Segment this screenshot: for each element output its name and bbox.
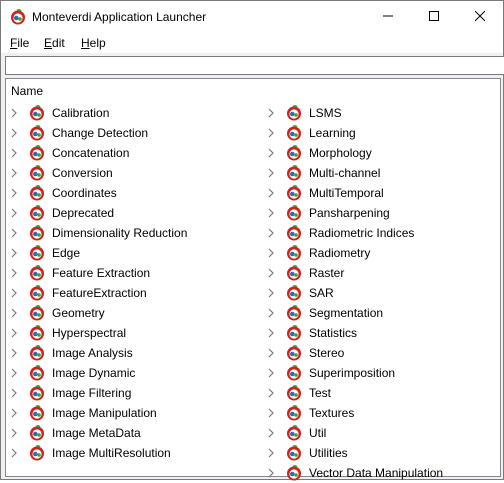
chevron-right-icon[interactable] bbox=[9, 268, 19, 278]
chevron-right-icon[interactable] bbox=[9, 128, 19, 138]
close-icon bbox=[475, 11, 485, 21]
monteverdi-logo-icon bbox=[29, 225, 45, 241]
monteverdi-logo-icon bbox=[29, 425, 45, 441]
chevron-right-icon[interactable] bbox=[9, 168, 19, 178]
chevron-right-icon[interactable] bbox=[266, 248, 276, 258]
tree-item-label: Coordinates bbox=[52, 186, 117, 200]
tree-item-label: Feature Extraction bbox=[52, 266, 151, 280]
chevron-right-icon[interactable] bbox=[9, 208, 19, 218]
tree-item-label: Calibration bbox=[52, 106, 110, 120]
monteverdi-logo-icon bbox=[10, 9, 26, 25]
monteverdi-logo-icon bbox=[29, 145, 45, 161]
monteverdi-logo-icon bbox=[29, 245, 45, 261]
monteverdi-logo-icon bbox=[286, 405, 302, 421]
chevron-right-icon[interactable] bbox=[266, 388, 276, 398]
chevron-right-icon[interactable] bbox=[266, 348, 276, 358]
tree-item-label: Deprecated bbox=[52, 206, 115, 220]
tree-item-label: Radiometry bbox=[309, 246, 371, 260]
monteverdi-logo-icon bbox=[29, 265, 45, 281]
tree-item-label: SAR bbox=[309, 286, 334, 300]
tree-item-label: LSMS bbox=[309, 106, 342, 120]
monteverdi-logo-icon bbox=[286, 345, 302, 361]
tree-item-label: Image Analysis bbox=[52, 346, 133, 360]
chevron-right-icon[interactable] bbox=[9, 388, 19, 398]
maximize-button[interactable] bbox=[411, 1, 457, 32]
chevron-right-icon[interactable] bbox=[266, 448, 276, 458]
monteverdi-logo-icon bbox=[286, 365, 302, 381]
tree-item-label: Image Filtering bbox=[52, 386, 132, 400]
monteverdi-logo-icon bbox=[286, 445, 302, 461]
monteverdi-logo-icon bbox=[29, 445, 45, 461]
chevron-right-icon[interactable] bbox=[9, 188, 19, 198]
chevron-right-icon[interactable] bbox=[266, 308, 276, 318]
tree-item-label: Learning bbox=[309, 126, 356, 140]
tree-item-label: Multi-channel bbox=[309, 166, 381, 180]
chevron-right-icon[interactable] bbox=[266, 328, 276, 338]
tree-item-label: Segmentation bbox=[309, 306, 384, 320]
monteverdi-logo-icon bbox=[286, 165, 302, 181]
chevron-right-icon[interactable] bbox=[266, 228, 276, 238]
tree-item-label: Raster bbox=[309, 266, 345, 280]
search-input[interactable] bbox=[5, 56, 504, 75]
chevron-right-icon[interactable] bbox=[266, 288, 276, 298]
monteverdi-logo-icon bbox=[29, 165, 45, 181]
monteverdi-logo-icon bbox=[286, 125, 302, 141]
menu-bar bbox=[1, 32, 503, 53]
chevron-right-icon[interactable] bbox=[9, 248, 19, 258]
tree-item-label: Image Manipulation bbox=[52, 406, 157, 420]
tree-item-label: Edge bbox=[52, 246, 81, 260]
monteverdi-logo-icon bbox=[29, 385, 45, 401]
chevron-right-icon[interactable] bbox=[9, 108, 19, 118]
chevron-right-icon[interactable] bbox=[266, 188, 276, 198]
tree-item-label: Conversion bbox=[52, 166, 113, 180]
menu-edit[interactable]: Edit bbox=[44, 36, 65, 50]
monteverdi-logo-icon bbox=[29, 285, 45, 301]
tree-item-label: Radiometric Indices bbox=[309, 226, 415, 240]
tree-item-label: FeatureExtraction bbox=[52, 286, 147, 300]
tree-item-label: Morphology bbox=[309, 146, 372, 160]
chevron-right-icon[interactable] bbox=[9, 448, 19, 458]
window-title: Monteverdi Application Launcher bbox=[32, 10, 207, 24]
tree-item-label: Dimensionality Reduction bbox=[52, 226, 188, 240]
monteverdi-logo-icon bbox=[286, 305, 302, 321]
monteverdi-logo-icon bbox=[29, 345, 45, 361]
monteverdi-logo-icon bbox=[29, 105, 45, 121]
chevron-right-icon[interactable] bbox=[9, 408, 19, 418]
tree-item-label: Pansharpening bbox=[309, 206, 390, 220]
tree-item-label: Concatenation bbox=[52, 146, 130, 160]
tree-item-label: Geometry bbox=[52, 306, 105, 320]
monteverdi-logo-icon bbox=[29, 185, 45, 201]
monteverdi-logo-icon bbox=[29, 325, 45, 341]
monteverdi-logo-icon bbox=[29, 305, 45, 321]
tree-item-label: Hyperspectral bbox=[52, 326, 127, 340]
chevron-right-icon[interactable] bbox=[9, 368, 19, 378]
chevron-right-icon[interactable] bbox=[9, 228, 19, 238]
chevron-right-icon[interactable] bbox=[266, 468, 276, 478]
monteverdi-logo-icon bbox=[286, 465, 302, 481]
monteverdi-logo-icon bbox=[286, 105, 302, 121]
monteverdi-logo-icon bbox=[286, 145, 302, 161]
chevron-right-icon[interactable] bbox=[266, 428, 276, 438]
chevron-right-icon[interactable] bbox=[266, 408, 276, 418]
chevron-right-icon[interactable] bbox=[266, 208, 276, 218]
monteverdi-logo-icon bbox=[29, 125, 45, 141]
tree-item-label: Test bbox=[309, 386, 332, 400]
application-tree[interactable] bbox=[5, 78, 501, 480]
tree-item-label: Image Dynamic bbox=[52, 366, 136, 380]
column-header-name[interactable]: Name bbox=[11, 84, 44, 98]
tree-item-label: MultiTemporal bbox=[309, 186, 384, 200]
close-button[interactable] bbox=[457, 1, 503, 32]
menu-help[interactable]: Help bbox=[81, 36, 106, 50]
chevron-right-icon[interactable] bbox=[266, 148, 276, 158]
chevron-right-icon[interactable] bbox=[266, 268, 276, 278]
chevron-right-icon[interactable] bbox=[9, 428, 19, 438]
chevron-right-icon[interactable] bbox=[9, 348, 19, 358]
monteverdi-logo-icon bbox=[286, 185, 302, 201]
chevron-right-icon[interactable] bbox=[266, 168, 276, 178]
tree-item-label: Utilities bbox=[309, 446, 348, 460]
tree-item-label: Change Detection bbox=[52, 126, 149, 140]
chevron-right-icon[interactable] bbox=[9, 328, 19, 338]
tree-item-label: Vector Data Manipulation bbox=[309, 466, 444, 480]
monteverdi-logo-icon bbox=[286, 205, 302, 221]
title-bar[interactable] bbox=[1, 1, 503, 32]
chevron-right-icon[interactable] bbox=[9, 308, 19, 318]
tree-item-label: Stereo bbox=[309, 346, 345, 360]
chevron-right-icon[interactable] bbox=[9, 148, 19, 158]
minimize-icon bbox=[383, 11, 393, 21]
monteverdi-logo-icon bbox=[286, 225, 302, 241]
chevron-right-icon[interactable] bbox=[9, 288, 19, 298]
monteverdi-logo-icon bbox=[29, 405, 45, 421]
monteverdi-logo-icon bbox=[286, 285, 302, 301]
tree-item-label: Image MultiResolution bbox=[52, 446, 171, 460]
monteverdi-logo-icon bbox=[29, 365, 45, 381]
monteverdi-logo-icon bbox=[286, 325, 302, 341]
monteverdi-logo-icon bbox=[29, 205, 45, 221]
monteverdi-logo-icon bbox=[286, 385, 302, 401]
tree-item-label: Image MetaData bbox=[52, 426, 141, 440]
minimize-button[interactable] bbox=[365, 1, 411, 32]
tree-item-label: Statistics bbox=[309, 326, 358, 340]
chevron-right-icon[interactable] bbox=[266, 128, 276, 138]
monteverdi-logo-icon bbox=[286, 265, 302, 281]
menu-file[interactable]: File bbox=[10, 36, 30, 50]
chevron-right-icon[interactable] bbox=[266, 108, 276, 118]
monteverdi-logo-icon bbox=[286, 245, 302, 261]
maximize-icon bbox=[429, 11, 439, 21]
chevron-right-icon[interactable] bbox=[266, 368, 276, 378]
tree-item-label: Superimposition bbox=[309, 366, 396, 380]
tree-item-label: Textures bbox=[309, 406, 355, 420]
tree-item-label: Util bbox=[309, 426, 327, 440]
monteverdi-logo-icon bbox=[286, 425, 302, 441]
